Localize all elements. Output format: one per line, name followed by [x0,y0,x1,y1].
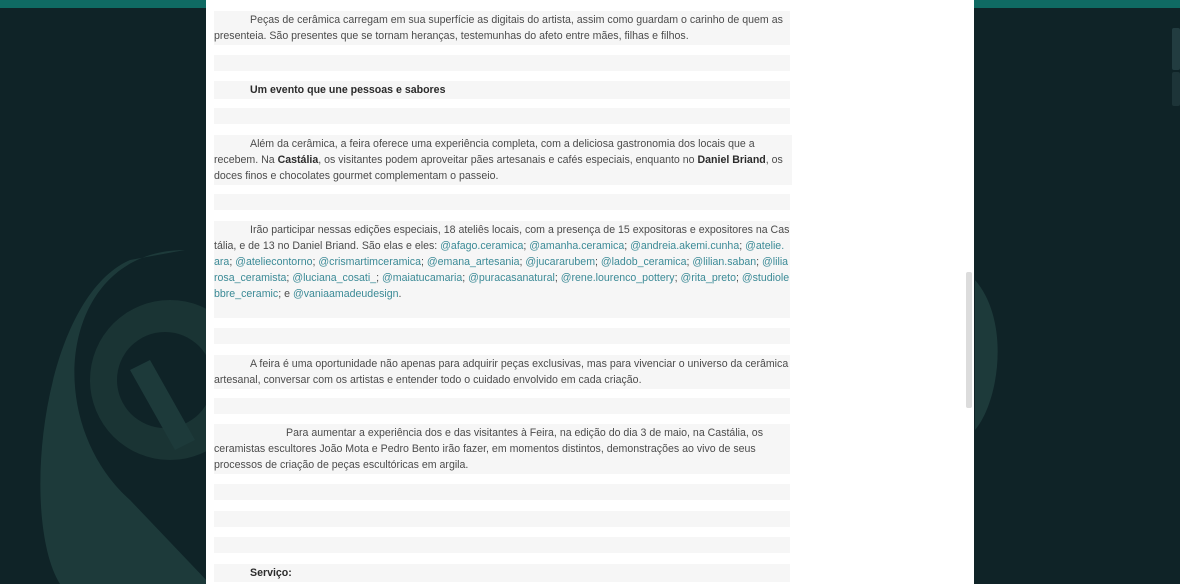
instagram-handle-link[interactable]: @maiatucamaria [382,272,463,284]
handle-list: @afago.ceramica; @amanha.ceramica; @andreia.akemi.cunha; @atelie.ara; @ateliecontorno; @crismartimceramica; @emana_artesania; @jucararubem; @ladob_ceramica; @lilian.saban; @liliarosa_ceramista; @luciana_cosati_; @maiatucamaria; @puracasanatural; @rene.lourenco_pottery; @rita_preto; @studiolebbre_ceramic; [214,240,790,300]
instagram-handle-link[interactable]: @emana_artesania [426,256,520,268]
gastronomy-paragraph: Além da cerâmica, a feira oferece uma experiência completa, com a deliciosa gastronomia dos locais que a recebem. Na Castália, os visitantes podem aproveitar pães artesanais e cafés especiais, enquanto no Daniel Briand, os doces finos e chocolates gourmet complementam o passeio. [214,135,792,185]
instagram-handle-link[interactable]: @andreia.akemi.cunha [630,240,740,252]
instagram-handle-link[interactable]: @puracasanatural [468,272,555,284]
blank-line [214,55,790,71]
blank-line [214,108,790,124]
instagram-handle-link[interactable]: @lilian.saban [692,256,757,268]
blank-line [214,537,790,553]
instagram-handle-link[interactable]: @liliarosa_ceramista [214,256,789,284]
service-heading: Serviço: [214,564,790,582]
blank-line [214,511,790,527]
demo-paragraph: Para aumentar a experiência dos e das visitantes à Feira, na edição do dia 3 de maio, na Castália, os ceramistas escultores João Mota e Pedro Bento irão fazer, em momentos distintos, demonstrações ao vivo de seus processos de criação de peças escultóricas em argila. [214,424,790,474]
instagram-handle-link[interactable]: @rita_preto [680,272,736,284]
document-scrollbar-thumb[interactable] [966,272,972,408]
blank-line [214,194,790,210]
instagram-handle-link[interactable]: @jucararubem [525,256,596,268]
instagram-handle-link[interactable]: @rene.lourenco_pottery [560,272,675,284]
blank-line [214,398,790,414]
instagram-handle-link[interactable]: @crismartimceramica [318,256,421,268]
instagram-handle-link[interactable]: @amanha.ceramica [529,240,625,252]
intro-paragraph: Peças de cerâmica carregam em sua superfície as digitais do artista, assim como guardam o carinho de quem as presenteia. São presentes que se tornam heranças, testemunhas do afeto entre mães, filhas e filhos. [214,11,790,45]
section-heading: Um evento que une pessoas e sabores [214,81,790,99]
opportunity-paragraph: A feira é uma oportunidade não apenas para adquirir peças exclusivas, mas para vivenciar o universo da cerâmica artesanal, conversar com os artistas e entender todo o cuidado envolvido em cada criação. [214,355,790,389]
instagram-handle-link[interactable]: @ladob_ceramica [600,256,687,268]
instagram-handle-link[interactable]: @atelie.ara [214,240,785,268]
instagram-handle-link[interactable]: @studiolebbre_ceramic [214,272,790,300]
participants-paragraph: Irão participar nessas edições especiais, 18 ateliês locais, com a presença de 15 expositoras e expositores na Castália, e de 13 no Daniel Briand. São elas e eles: @afago.ceramica; @amanha.ceramica; @andreia.akemi.cunha; @atelie.ara; @ateliecontorno; @crismartimceramica; @emana_artesania; @jucararubem; @ladob_ceramica; @lilian.saban; @liliarosa_ceramista; @luciana_cosati_; @maiatucamaria; @puracasanatural; @rene.lourenco_pottery; @rita_preto; @studiolebbre_ceramic; e @vaniaamadeudesign. [214,221,790,318]
instagram-handle-link[interactable]: @ateliecontorno [235,256,313,268]
instagram-handle-link[interactable]: @luciana_cosati_ [292,272,377,284]
instagram-handle-link[interactable]: @afago.ceramica [440,240,524,252]
blank-line [214,328,790,344]
blank-line [214,484,790,500]
page-scrollbar-thumb[interactable] [1172,28,1180,70]
page-scrollbar-track-segment[interactable] [1172,72,1180,106]
article-document [206,0,974,584]
instagram-handle-link[interactable]: @vaniaamadeudesign [292,288,399,300]
